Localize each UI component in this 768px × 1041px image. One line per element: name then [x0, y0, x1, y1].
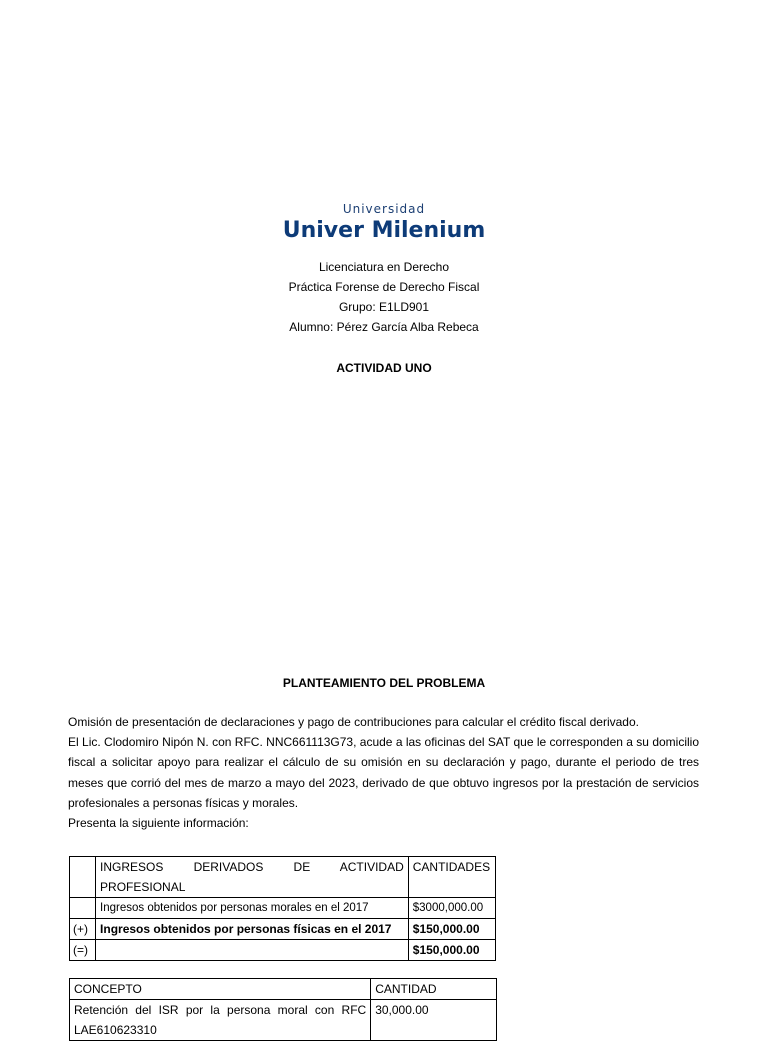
table-header-row: [70, 857, 496, 898]
table-header-row: [70, 979, 497, 1000]
sign-cell: [70, 898, 96, 919]
logo-big-text: Univer Milenium: [282, 218, 486, 243]
sign-cell: [70, 857, 96, 898]
problem-text: [68, 712, 699, 833]
logo-small-text: Universidad: [342, 202, 426, 216]
table-row: [70, 1000, 497, 1041]
amount-cell: [408, 940, 495, 961]
sign-cell: (+): [70, 919, 96, 940]
concept-cell: Ingresos obtenidos por personas morales en el 2017: [96, 898, 409, 919]
concept-cell: [96, 940, 409, 961]
concept-table: [69, 978, 497, 1041]
table-row: [70, 919, 496, 940]
paragraph: Presenta la siguiente información:: [68, 816, 249, 831]
group-line: Grupo: E1LD901: [338, 300, 430, 314]
concept-cell: [70, 1000, 371, 1041]
section-title: PLANTEAMIENTO DEL PROBLEMA: [282, 676, 486, 690]
paragraph: Omisión de presentación de declaraciones y pago de contribuciones para calcular el crédito fiscal derivado.: [68, 715, 639, 729]
income-table: [69, 856, 496, 961]
header-cell: CONCEPTO: [70, 979, 371, 1000]
cover-info: [0, 257, 768, 337]
university-logo: [0, 200, 768, 244]
table-row: [70, 940, 496, 961]
amount-cell: $3000,000.00: [408, 898, 495, 919]
paragraph: El Lic. Clodomiro Nipón N. con RFC. NNC661113G73, acude a las oficinas del SAT que le corresponden a su domicilio fiscal a solicitar apoyo para realizar el cálculo de su omisión en su declaración y pago, durante el periodo de tres meses que corrió del mes de marzo a mayo del 2023, derivado de que obtuvo ingresos por la prestación de servicios profesionales a personas físicas y morales.: [68, 735, 699, 810]
table-row: [70, 898, 496, 919]
concept-text: Ingresos obtenidos por personas físicas en el 2017: [100, 922, 392, 936]
header-cell: CANTIDADES: [408, 857, 495, 898]
amount-text: $150,000.00: [412, 922, 480, 936]
amount-cell: [408, 919, 495, 940]
header-cell: [96, 857, 409, 898]
course-line: Práctica Forense de Derecho Fiscal: [288, 280, 480, 294]
activity-title: ACTIVIDAD UNO: [336, 361, 432, 375]
concept-line: LAE610623310: [74, 1023, 157, 1037]
student-line: Alumno: Pérez García Alba Rebeca: [289, 320, 479, 334]
amount-cell: 30,000.00: [371, 1000, 497, 1041]
header-line: INGRESOS DERIVADOS DE ACTIVIDAD: [100, 860, 404, 874]
sign-cell: (=): [70, 940, 96, 961]
header-line: PROFESIONAL: [100, 880, 186, 894]
degree-line: Licenciatura en Derecho: [318, 260, 450, 274]
header-cell: CANTIDAD: [371, 979, 497, 1000]
concept-line: Retención del ISR por la persona moral con RFC: [74, 1003, 367, 1017]
amount-text: $150,000.00: [412, 943, 480, 957]
concept-cell: [96, 919, 409, 940]
